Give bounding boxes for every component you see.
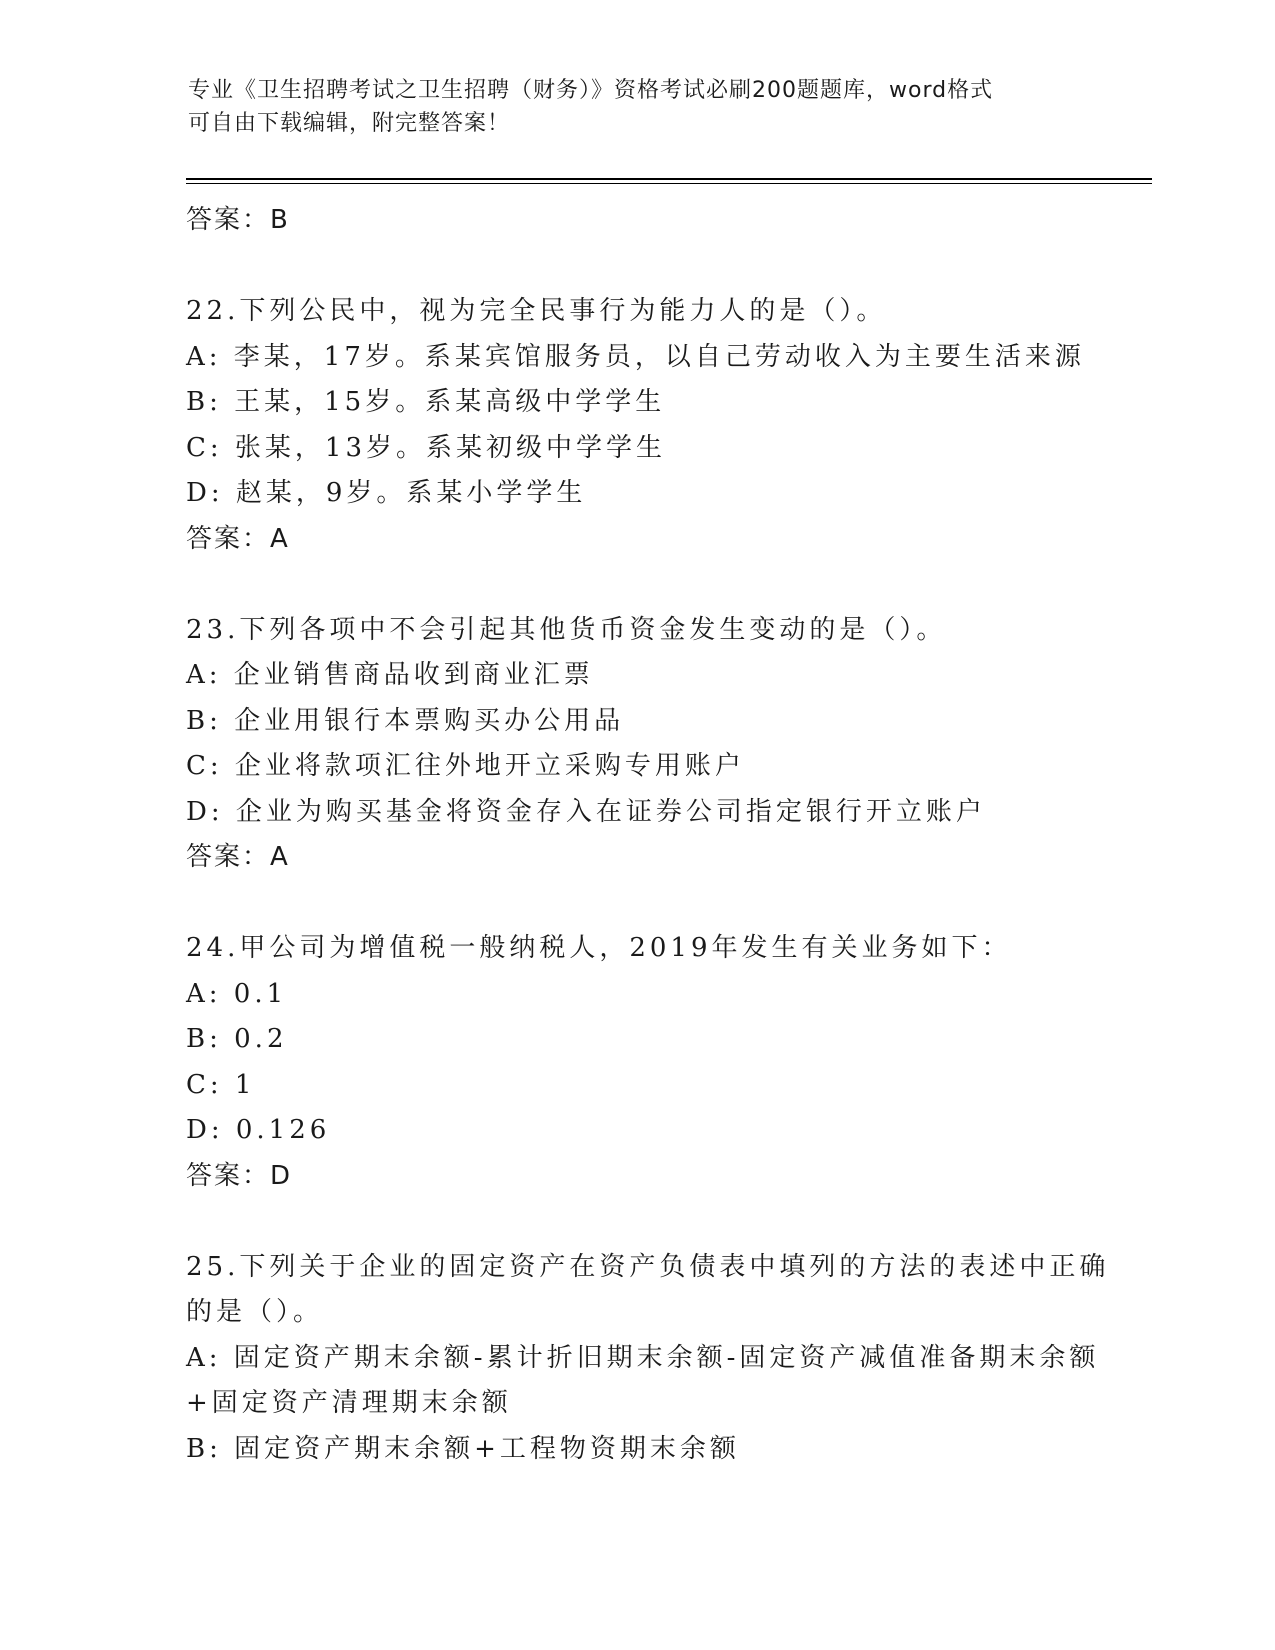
header-line-1: 专业《卫生招聘考试之卫生招聘（财务）》资格考试必刷200题题库，word格式 (188, 78, 994, 103)
option-text: A: 0.1 (186, 978, 288, 1009)
header-divider-thick (186, 178, 1152, 180)
option-text: D: 赵某，9岁。系某小学学生 (186, 478, 587, 508)
question-text: 22.下列公民中，视为完全民事行为能力人的是（）。 (186, 296, 887, 326)
answer-line: 答案：A (186, 842, 290, 872)
option-text: D: 0.126 (186, 1115, 331, 1145)
question-block (186, 1245, 1110, 1473)
option-text: C: 企业将款项汇往外地开立采购专用账户 (186, 751, 745, 781)
option-text: A: 固定资产期末余额-累计折旧期末余额-固定资产减值准备期末余额 (186, 1342, 1100, 1373)
question-text: 25.下列关于企业的固定资产在资产负债表中填列的方法的表述中正确 (186, 1251, 1110, 1282)
header-divider-thin (186, 183, 1152, 184)
question-text: 的是（）。 (186, 1297, 324, 1327)
option-text: A: 企业销售商品收到商业汇票 (186, 660, 594, 690)
option-text: B: 0.2 (186, 1024, 288, 1054)
question-text: 23.下列各项中不会引起其他货币资金发生变动的是（）。 (186, 614, 947, 645)
option-text: +固定资产清理期末余额 (186, 1388, 512, 1418)
question-block (186, 926, 1086, 1199)
option-text: D: 企业为购买基金将资金存入在证券公司指定银行开立账户 (186, 796, 986, 827)
option-text: B: 王某，15岁。系某高级中学学生 (186, 387, 666, 417)
option-text: B: 固定资产期末余额+工程物资期末余额 (186, 1433, 740, 1464)
answer-line: 答案：A (186, 523, 290, 554)
answer-line: 答案：D (186, 1160, 293, 1191)
question-block (186, 608, 1086, 881)
header-line-2: 可自由下载编辑，附完整答案！ (188, 111, 511, 136)
document-header (188, 74, 1088, 140)
option-text: C: 1 (186, 1069, 256, 1100)
question-text: 24.甲公司为增值税一般纳税人，2019年发生有关业务如下： (186, 933, 1012, 963)
option-text: B: 企业用银行本票购买办公用品 (186, 705, 625, 736)
answer-line: 答案：B (186, 205, 290, 235)
option-text: A: 李某，17岁。系某宾馆服务员，以自己劳动收入为主要生活来源 (186, 341, 1085, 372)
question-list (186, 186, 1110, 1472)
question-block (186, 289, 1086, 562)
option-text: C: 张某，13岁。系某初级中学学生 (186, 432, 667, 463)
